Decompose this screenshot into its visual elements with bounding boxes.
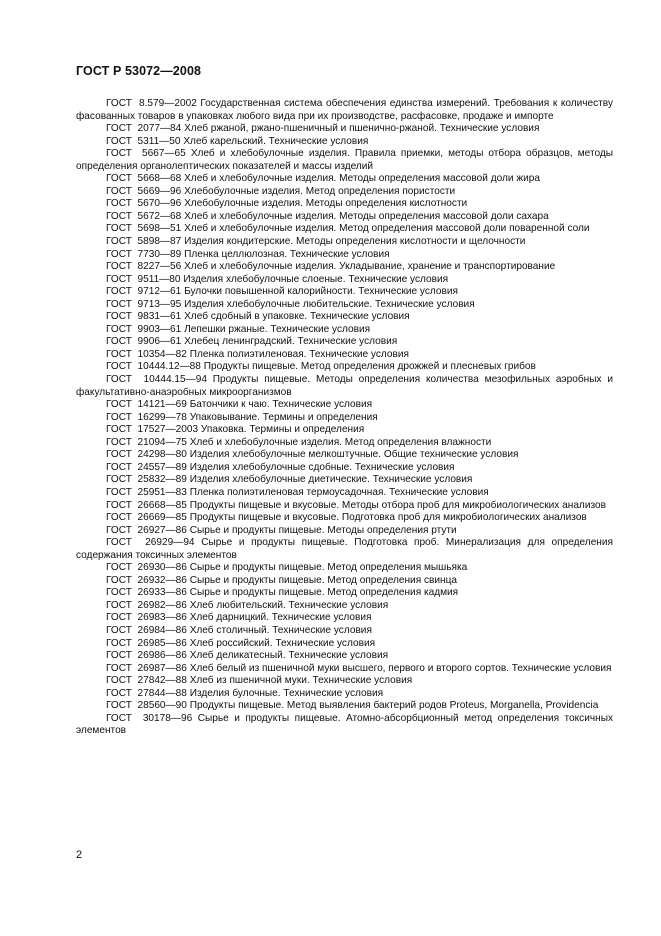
reference-item bbox=[76, 211, 613, 224]
document-header: ГОСТ Р 53072—2008 bbox=[76, 64, 202, 78]
reference-item bbox=[76, 261, 613, 274]
reference-number: ГОСТ 27842—88 bbox=[106, 675, 187, 687]
reference-title: Хлебобулочные изделия. Методы определения кислотности bbox=[184, 198, 468, 210]
reference-number: ГОСТ 8227—56 bbox=[106, 261, 182, 273]
reference-number: ГОСТ 17527—2003 bbox=[106, 424, 199, 436]
reference-item bbox=[76, 512, 613, 525]
reference-number: ГОСТ 28560—90 bbox=[106, 700, 187, 712]
reference-title: Продукты пищевые и вкусовые. Подготовка проб для микробиологических анализов bbox=[189, 512, 587, 524]
reference-item bbox=[76, 198, 613, 211]
reference-item bbox=[76, 223, 613, 236]
reference-title: Пленка полиэтиленовая термоусадочная. Технические условия bbox=[189, 486, 489, 498]
reference-item bbox=[76, 236, 613, 249]
reference-number: ГОСТ 24557—89 bbox=[106, 461, 187, 473]
page-number: 2 bbox=[76, 849, 83, 861]
reference-title: Хлеб и хлебобулочные изделия. Правила приемки, методы отбора образцов, методы определения органолептических показателей и массы изделий bbox=[76, 148, 613, 172]
reference-item bbox=[76, 412, 613, 425]
reference-item bbox=[76, 311, 613, 324]
reference-title: Изделия хлебобулочные мелкоштучные. Общие технические условия bbox=[189, 449, 519, 461]
reference-item bbox=[76, 249, 613, 262]
reference-title: Хлеб и хлебобулочные изделия. Метод определения влажности bbox=[189, 436, 492, 448]
reference-title: Хлеб деликатесный. Технические условия bbox=[189, 650, 389, 662]
reference-item bbox=[76, 437, 613, 450]
reference-item bbox=[76, 173, 613, 186]
reference-item bbox=[76, 612, 613, 625]
reference-number: ГОСТ 24298—80 bbox=[106, 449, 187, 461]
reference-item bbox=[76, 562, 613, 575]
reference-number: ГОСТ 26987—86 bbox=[106, 662, 187, 674]
reference-title: Хлеб российский. Технические условия bbox=[189, 637, 376, 649]
reference-item bbox=[76, 462, 613, 475]
reference-number: ГОСТ 8.579—2002 bbox=[106, 98, 197, 109]
reference-title: Изделия хлебобулочные слоеные. Технические условия bbox=[183, 273, 449, 285]
reference-item bbox=[76, 349, 613, 362]
reference-title: Хлеб и хлебобулочные изделия. Методы определения массовой доли жира bbox=[184, 173, 540, 185]
normative-references-list bbox=[76, 98, 613, 738]
reference-title: Изделия булочные. Технические условия bbox=[189, 687, 384, 699]
reference-title: Изделия хлебобулочные любительские. Технические условия bbox=[184, 298, 475, 310]
reference-title: Хлеб сдобный в упаковке. Технические условия bbox=[184, 311, 410, 323]
reference-number: ГОСТ 26929—94 bbox=[106, 537, 195, 549]
reference-number: ГОСТ 16299—78 bbox=[106, 411, 187, 423]
reference-item bbox=[76, 575, 613, 588]
reference-title: Хлеб из пшеничной муки. Технические условия bbox=[189, 675, 413, 687]
reference-number: ГОСТ 2077—84 bbox=[106, 123, 182, 135]
reference-item bbox=[76, 186, 613, 199]
reference-number: ГОСТ 30178—96 bbox=[106, 712, 193, 724]
reference-title: Сырье и продукты пищевые. Методы определения ртути bbox=[189, 524, 457, 536]
reference-title: Хлеб ржаной, ржано-пшеничный и пшенично-ржаной. Технические условия bbox=[184, 123, 540, 135]
reference-item bbox=[76, 525, 613, 538]
reference-item bbox=[76, 274, 613, 287]
reference-title: Упаковка. Термины и определения bbox=[200, 424, 365, 436]
reference-number: ГОСТ 27844—88 bbox=[106, 687, 187, 699]
reference-number: ГОСТ 10444.15—94 bbox=[106, 374, 207, 386]
reference-number: ГОСТ 10444.12—88 bbox=[106, 361, 201, 373]
reference-title: Хлебобулочные изделия. Метод определения пористости bbox=[184, 185, 456, 197]
reference-title: Хлеб любительский. Технические условия bbox=[189, 599, 389, 611]
reference-title: Хлеб столичный. Технические условия bbox=[189, 624, 372, 636]
reference-number: ГОСТ 26930—86 bbox=[106, 562, 187, 574]
reference-number: ГОСТ 5668—68 bbox=[106, 173, 182, 185]
reference-number: ГОСТ 26982—86 bbox=[106, 599, 187, 611]
reference-item bbox=[76, 713, 613, 738]
reference-title: Булочки повышенной калорийности. Технические условия bbox=[184, 286, 458, 298]
reference-item bbox=[76, 123, 613, 136]
reference-item bbox=[76, 336, 613, 349]
reference-item bbox=[76, 587, 613, 600]
reference-title: Батончики к чаю. Технические условия bbox=[189, 399, 373, 411]
reference-number: ГОСТ 26985—86 bbox=[106, 637, 187, 649]
reference-number: ГОСТ 7730—89 bbox=[106, 248, 182, 260]
reference-title: Хлеб и хлебобулочные изделия. Укладывание, хранение и транспортирование bbox=[184, 261, 556, 273]
reference-title: Продукты пищевые и вкусовые. Методы отбора проб для микробиологических анализов bbox=[189, 499, 606, 511]
reference-item bbox=[76, 537, 613, 562]
reference-title: Изделия хлебобулочные сдобные. Технические условия bbox=[189, 461, 455, 473]
reference-item bbox=[76, 487, 613, 500]
reference-title: Пленка полиэтиленовая. Технические условия bbox=[189, 348, 409, 360]
reference-title: Сырье и продукты пищевые. Метод определения кадмия bbox=[189, 587, 459, 599]
reference-item bbox=[76, 424, 613, 437]
reference-number: ГОСТ 26932—86 bbox=[106, 574, 187, 586]
reference-number: ГОСТ 26986—86 bbox=[106, 650, 187, 662]
reference-number: ГОСТ 21094—75 bbox=[106, 436, 187, 448]
reference-title: Сырье и продукты пищевые. Подготовка проб. Минерализация для определения содержания токсичных элементов bbox=[76, 537, 613, 561]
reference-number: ГОСТ 9511—80 bbox=[106, 273, 181, 285]
reference-number: ГОСТ 5669—96 bbox=[106, 185, 182, 197]
reference-title: Сырье и продукты пищевые. Атомно-абсорбционный метод определения токсичных элементов bbox=[76, 712, 614, 737]
reference-number: ГОСТ 9831—61 bbox=[106, 311, 182, 323]
reference-item bbox=[76, 688, 613, 701]
reference-item bbox=[76, 500, 613, 513]
reference-number: ГОСТ 5670—96 bbox=[106, 198, 182, 210]
reference-item bbox=[76, 600, 613, 613]
reference-number: ГОСТ 5311—50 bbox=[106, 135, 181, 147]
reference-item bbox=[76, 650, 613, 663]
reference-title: Лепешки ржаные. Технические условия bbox=[184, 323, 371, 335]
reference-title: Сырье и продукты пищевые. Метод определения свинца bbox=[189, 574, 457, 586]
reference-number: ГОСТ 14121—69 bbox=[106, 399, 187, 411]
reference-title: Хлеб карельский. Технические условия bbox=[183, 135, 369, 147]
reference-number: ГОСТ 9712—61 bbox=[106, 286, 182, 298]
reference-number: ГОСТ 5698—51 bbox=[106, 223, 182, 235]
reference-item bbox=[76, 449, 613, 462]
reference-item bbox=[76, 361, 613, 374]
reference-number: ГОСТ 26668—85 bbox=[106, 499, 187, 511]
reference-number: ГОСТ 26983—86 bbox=[106, 612, 187, 624]
reference-title: Изделия хлебобулочные диетические. Технические условия bbox=[189, 474, 473, 486]
reference-item bbox=[76, 324, 613, 337]
reference-item bbox=[76, 474, 613, 487]
reference-item bbox=[76, 98, 613, 123]
reference-number: ГОСТ 9903—61 bbox=[106, 323, 182, 335]
reference-item bbox=[76, 299, 613, 312]
reference-title: Хлеб белый из пшеничной муки высшего, первого и второго сортов. Технические условия bbox=[189, 662, 612, 674]
reference-item bbox=[76, 700, 613, 713]
reference-title: Упаковывание. Термины и определения bbox=[189, 411, 378, 423]
reference-number: ГОСТ 9713—95 bbox=[106, 298, 182, 310]
reference-item bbox=[76, 399, 613, 412]
reference-item bbox=[76, 286, 613, 299]
reference-title: Продукты пищевые. Метод определения дрожжей и плесневых грибов bbox=[203, 361, 536, 373]
reference-number: ГОСТ 26669—85 bbox=[106, 512, 187, 524]
reference-item bbox=[76, 136, 613, 149]
reference-number: ГОСТ 25951—83 bbox=[106, 486, 187, 498]
reference-number: ГОСТ 26984—86 bbox=[106, 624, 187, 636]
reference-title: Продукты пищевые. Методы определения количества мезофильных аэробных и факультативно-анаэробных микроорганизмов bbox=[76, 374, 613, 398]
reference-number: ГОСТ 26933—86 bbox=[106, 587, 187, 599]
reference-number: ГОСТ 25832—89 bbox=[106, 474, 187, 486]
reference-title: Пленка целлюлозная. Технические условия bbox=[184, 248, 390, 260]
reference-number: ГОСТ 5672—68 bbox=[106, 210, 182, 222]
reference-number: ГОСТ 10354—82 bbox=[106, 348, 187, 360]
reference-item bbox=[76, 625, 613, 638]
reference-number: ГОСТ 5898—87 bbox=[106, 236, 182, 248]
reference-title: Хлебец ленинградский. Технические условия bbox=[184, 336, 398, 348]
reference-title: Продукты пищевые. Метод выявления бактерий родов Proteus, Morganella, Providencia bbox=[189, 700, 599, 712]
reference-title: Хлеб дарницкий. Технические условия bbox=[189, 612, 372, 624]
reference-item bbox=[76, 148, 613, 173]
reference-title: Государственная система обеспечения единства измерений. Требования к количеству фасованных товаров в упаковках любого вида при их производстве, расфасовке, продаже и импорте bbox=[76, 98, 613, 122]
reference-item bbox=[76, 663, 613, 676]
reference-item bbox=[76, 675, 613, 688]
reference-number: ГОСТ 5667—65 bbox=[106, 148, 186, 160]
reference-title: Хлеб и хлебобулочные изделия. Методы определения массовой доли сахара bbox=[184, 210, 549, 222]
reference-item bbox=[76, 374, 613, 399]
reference-title: Сырье и продукты пищевые. Метод определения мышьяка bbox=[189, 562, 468, 574]
reference-title: Изделия кондитерские. Методы определения кислотности и щелочности bbox=[184, 236, 526, 248]
reference-item bbox=[76, 638, 613, 651]
reference-number: ГОСТ 9906—61 bbox=[106, 336, 182, 348]
reference-title: Хлеб и хлебобулочные изделия. Метод определения массовой доли поваренной соли bbox=[184, 223, 590, 235]
reference-number: ГОСТ 26927—86 bbox=[106, 524, 187, 536]
